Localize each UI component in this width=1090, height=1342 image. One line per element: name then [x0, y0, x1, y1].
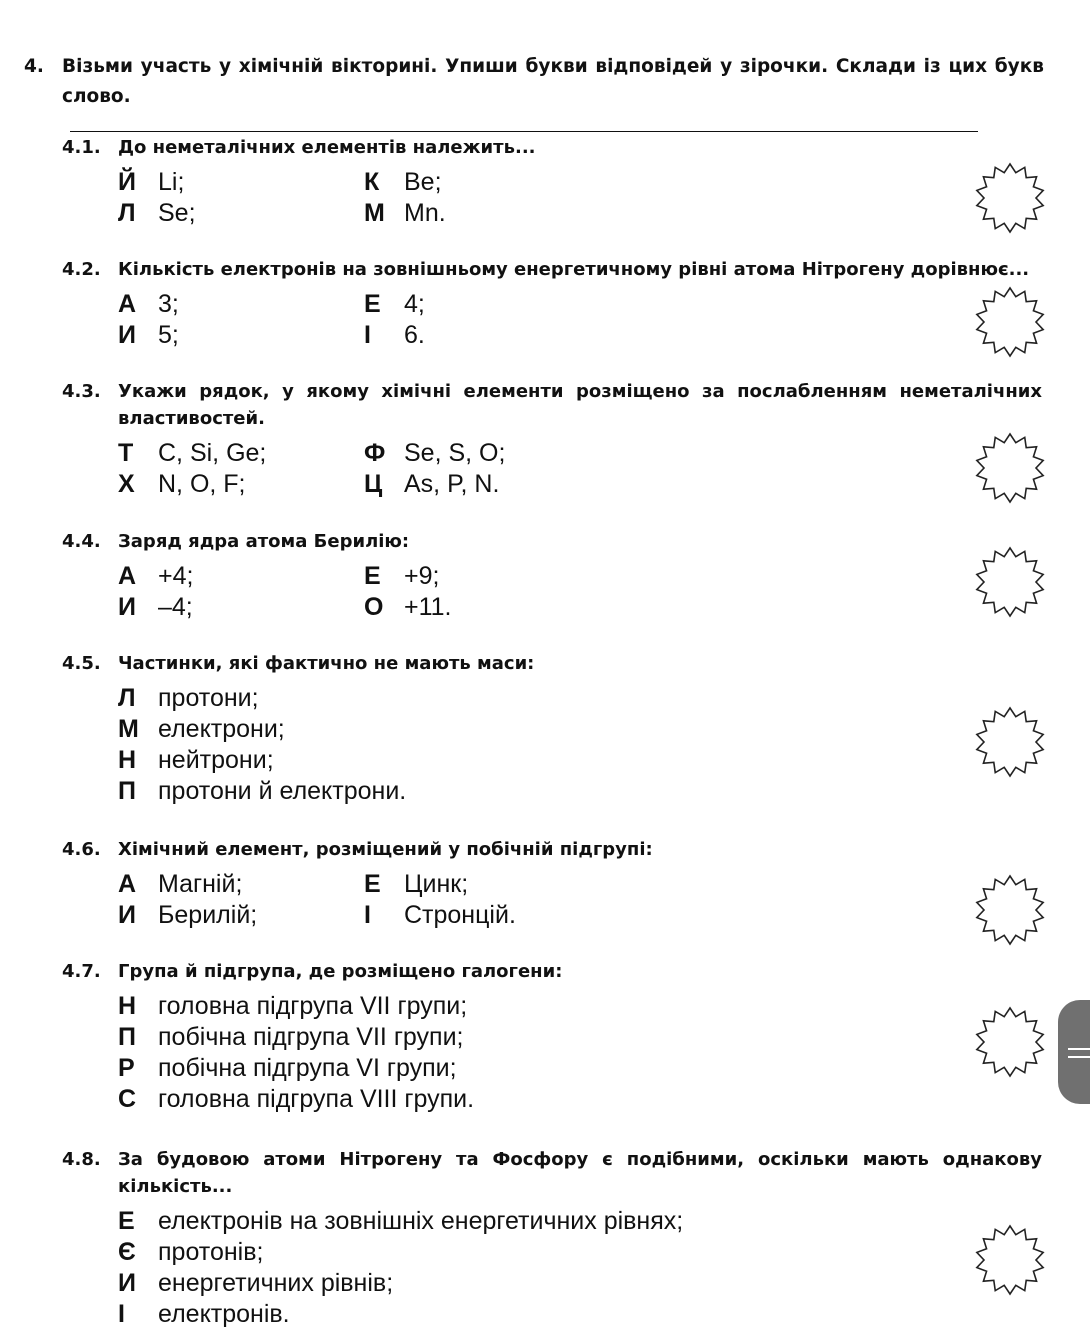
option — [364, 167, 624, 198]
option-text: електронів. — [158, 1300, 290, 1328]
option — [364, 289, 624, 320]
question-number: 4.5. — [62, 653, 101, 674]
option-letter: И — [118, 593, 136, 621]
option-letter: Е — [364, 870, 381, 898]
answer-star-icon[interactable] — [974, 874, 1046, 946]
option-letter: М — [364, 199, 385, 227]
option — [118, 776, 878, 807]
question-4-2 — [62, 256, 1042, 351]
option — [118, 438, 364, 469]
question-text: Хімічний елемент, розміщений у побічній підгрупі: — [118, 839, 653, 860]
option-text: електронів на зовнішніх енергетичних рівнях; — [158, 1207, 684, 1235]
question-number: 4.2. — [62, 259, 101, 280]
option-letter: І — [118, 1300, 125, 1328]
answer-star-icon[interactable] — [974, 1224, 1046, 1296]
option-letter: Е — [364, 290, 381, 318]
option-letter: И — [118, 1269, 136, 1297]
option — [118, 1237, 878, 1268]
option-letter: П — [118, 777, 136, 805]
answer-star-icon[interactable] — [974, 286, 1046, 358]
option — [118, 991, 878, 1022]
option-text: Цинк; — [404, 870, 469, 898]
question-text: Частинки, які фактично не мають маси: — [118, 653, 535, 674]
option-letter: О — [364, 593, 384, 621]
question-number: 4.6. — [62, 839, 101, 860]
option-letter: І — [364, 901, 371, 929]
option-text: головна підгрупа VII групи; — [158, 992, 468, 1020]
option-text: протони; — [158, 684, 259, 712]
question-4-4 — [62, 528, 1042, 623]
option-letter: Ц — [364, 470, 383, 498]
option — [118, 714, 878, 745]
option-text: 6. — [404, 321, 425, 349]
question-4-5 — [62, 650, 1042, 807]
option-letter: Н — [118, 746, 137, 774]
option — [364, 438, 624, 469]
option — [118, 469, 364, 500]
option-text: N, O, F; — [158, 470, 246, 498]
option — [364, 320, 624, 351]
option-letter: И — [118, 321, 136, 349]
option — [364, 469, 624, 500]
option-letter: Х — [118, 470, 135, 498]
question-number: 4.4. — [62, 531, 101, 552]
option — [364, 198, 624, 229]
option-letter: П — [118, 1023, 136, 1051]
question-text: За будовою атоми Нітрогену та Фосфору є подібними, оскільки мають однакову кількість... — [118, 1149, 1042, 1197]
question-text: Кількість електронів на зовнішньому енергетичному рівні атома Нітрогену дорівнює... — [118, 259, 1030, 280]
option — [364, 561, 624, 592]
option-text: електрони; — [158, 715, 285, 743]
option-letter: А — [118, 562, 137, 590]
question-4-7 — [62, 958, 1042, 1115]
option-text: протони й електрони. — [158, 777, 407, 805]
option-text: C, Si, Ge; — [158, 439, 267, 467]
option-letter: Р — [118, 1054, 135, 1082]
question-text: Заряд ядра атома Берилію: — [118, 531, 410, 552]
option-letter: Н — [118, 992, 137, 1020]
option-letter: Л — [118, 199, 136, 227]
option-text: побічна підгрупа VII групи; — [158, 1023, 464, 1051]
question-4-6 — [62, 836, 1042, 931]
option-text: As, P, N. — [404, 470, 500, 498]
answer-word-line[interactable] — [70, 113, 978, 132]
answer-star-icon[interactable] — [974, 432, 1046, 504]
option — [118, 683, 878, 714]
question-number: 4.3. — [62, 381, 101, 402]
option — [364, 900, 624, 931]
option-letter: И — [118, 901, 136, 929]
option — [118, 561, 364, 592]
option — [118, 745, 878, 776]
option — [118, 1206, 878, 1237]
option-letter: С — [118, 1085, 137, 1113]
option — [118, 592, 364, 623]
option-text: –4; — [158, 593, 193, 621]
option-text: Se, S, O; — [404, 439, 506, 467]
option-text: +4; — [158, 562, 194, 590]
task-text: Візьми участь у хімічній вікторині. Упиши букви відповідей у зірочки. Склади із цих букв слово. — [62, 56, 1044, 107]
option — [118, 1299, 878, 1330]
option — [118, 198, 364, 229]
option-text: протонів; — [158, 1238, 264, 1266]
question-number: 4.8. — [62, 1149, 101, 1170]
option-text: головна підгрупа VIII групи. — [158, 1085, 475, 1113]
option-text: Берилій; — [158, 901, 258, 929]
option-text: Mn. — [404, 199, 446, 227]
option-letter: Е — [118, 1207, 135, 1235]
task-number: 4. — [24, 56, 44, 77]
option-text: +9; — [404, 562, 440, 590]
option-text: Li; — [158, 168, 185, 196]
tab-bar — [1068, 1056, 1090, 1058]
option-text: 3; — [158, 290, 179, 318]
option — [118, 1022, 878, 1053]
question-text: Група й підгрупа, де розміщено галогени: — [118, 961, 563, 982]
option-letter: Е — [364, 562, 381, 590]
option-text: побічна підгрупа VI групи; — [158, 1054, 457, 1082]
answer-star-icon[interactable] — [974, 546, 1046, 618]
option — [118, 900, 364, 931]
option-letter: Є — [118, 1238, 136, 1266]
option-text: +11. — [404, 593, 452, 621]
option — [364, 592, 624, 623]
option-text: 4; — [404, 290, 425, 318]
question-4-8 — [62, 1146, 1042, 1330]
option — [118, 1084, 878, 1115]
option-text: нейтрони; — [158, 746, 274, 774]
option — [118, 869, 364, 900]
question-number: 4.1. — [62, 137, 101, 158]
option-text: Магній; — [158, 870, 243, 898]
option-letter: К — [364, 168, 380, 196]
option-text: Se; — [158, 199, 196, 227]
question-text: До неметалічних елементів належить... — [118, 137, 536, 158]
option-letter: Ф — [364, 439, 386, 467]
option-letter: І — [364, 321, 371, 349]
option-letter: А — [118, 290, 137, 318]
option — [118, 289, 364, 320]
tab-bar — [1068, 1048, 1090, 1050]
side-tab — [1058, 1000, 1090, 1104]
answer-star-icon[interactable] — [974, 1006, 1046, 1078]
option — [118, 167, 364, 198]
option — [118, 320, 364, 351]
option-text: Be; — [404, 168, 442, 196]
option — [118, 1053, 878, 1084]
option-letter: Т — [118, 439, 134, 467]
task-4 — [24, 52, 1044, 142]
option-letter: М — [118, 715, 139, 743]
option-letter: А — [118, 870, 137, 898]
option — [364, 869, 624, 900]
option-letter: Л — [118, 684, 136, 712]
question-number: 4.7. — [62, 961, 101, 982]
option-text: 5; — [158, 321, 179, 349]
question-text: Укажи рядок, у якому хімічні елементи розміщено за послабленням неметалічних властивостей. — [118, 381, 1042, 429]
question-4-1 — [62, 134, 1042, 229]
question-4-3 — [62, 378, 1042, 500]
answer-star-icon[interactable] — [974, 706, 1046, 778]
answer-star-icon[interactable] — [974, 162, 1046, 234]
option-text: Стронцій. — [404, 901, 516, 929]
option-text: енергетичних рівнів; — [158, 1269, 394, 1297]
option-letter: Й — [118, 168, 136, 196]
option — [118, 1268, 878, 1299]
